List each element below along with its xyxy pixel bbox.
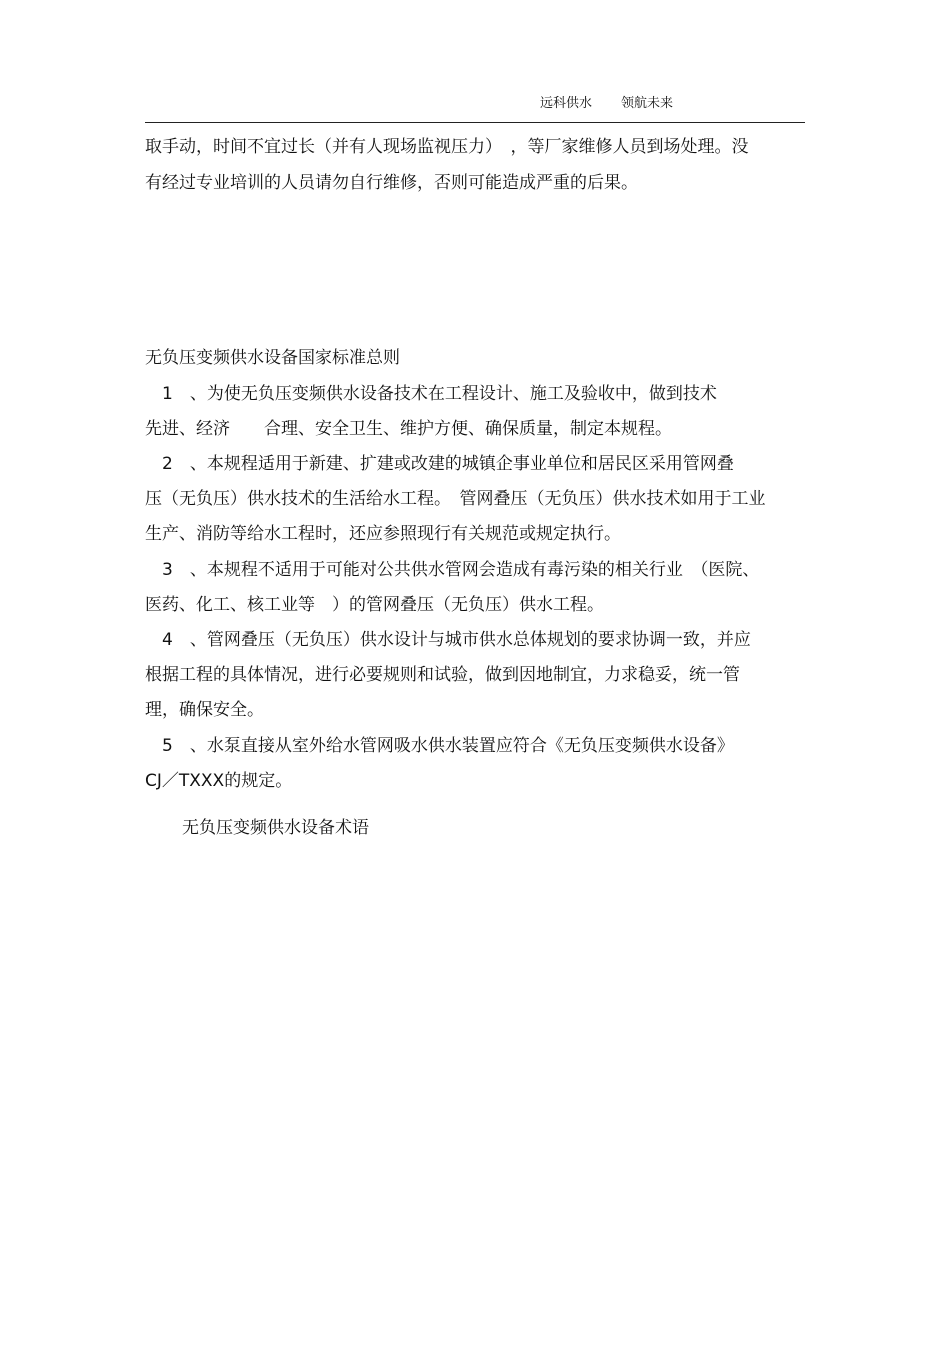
clause-4-line-2: 根据工程的具体情况，进行必要规则和试验，做到因地制宜，力求稳妥，统一管 xyxy=(145,665,740,685)
clause-1-line-2: 先进、经济 合理、安全卫生、维护方便、确保质量，制定本规程。 xyxy=(145,419,672,439)
clause-5-line-1: 5 、水泵直接从室外给水管网吸水供水装置应符合《无负压变频供水设备》 xyxy=(145,736,734,756)
clause-3-line-1: 3 、本规程不适用于可能对公共供水管网会造成有毒污染的相关行业 （医院、 xyxy=(145,560,760,580)
intro-line-1: 取手动，时间不宜过长（并有人现场监视压力） ，等厂家维修人员到场处理。没 xyxy=(145,137,749,157)
section-title: 无负压变频供水设备国家标准总则 xyxy=(145,348,400,368)
header-slogan: 领航未来 xyxy=(621,96,674,111)
clause-2-line-2: 压（无负压）供水技术的生活给水工程。 管网叠压（无负压）供水技术如用于工业 xyxy=(145,489,766,509)
page-header xyxy=(145,82,805,122)
clause-3-line-2: 医药、化工、核工业等 ）的管网叠压（无负压）供水工程。 xyxy=(145,595,604,615)
clause-4-line-1: 4 、管网叠压（无负压）供水设计与城市供水总体规划的要求协调一致，并应 xyxy=(145,630,751,650)
clause-5-line-2: CJ／TXXX的规定。 xyxy=(145,771,293,791)
clause-1-line-1: 1 、为使无负压变频供水设备技术在工程设计、施工及验收中，做到技术 xyxy=(145,384,717,404)
header-company: 远科供水 xyxy=(540,96,593,111)
intro-line-2: 有经过专业培训的人员请勿自行维修，否则可能造成严重的后果。 xyxy=(145,173,638,193)
header-divider xyxy=(145,122,805,123)
terms-title: 无负压变频供水设备术语 xyxy=(182,818,369,838)
clause-2-line-3: 生产、消防等给水工程时，还应参照现行有关规范或规定执行。 xyxy=(145,524,621,544)
clause-2-line-1: 2 、本规程适用于新建、扩建或改建的城镇企事业单位和居民区采用管网叠 xyxy=(145,454,734,474)
clause-4-line-3: 理，确保安全。 xyxy=(145,700,264,720)
